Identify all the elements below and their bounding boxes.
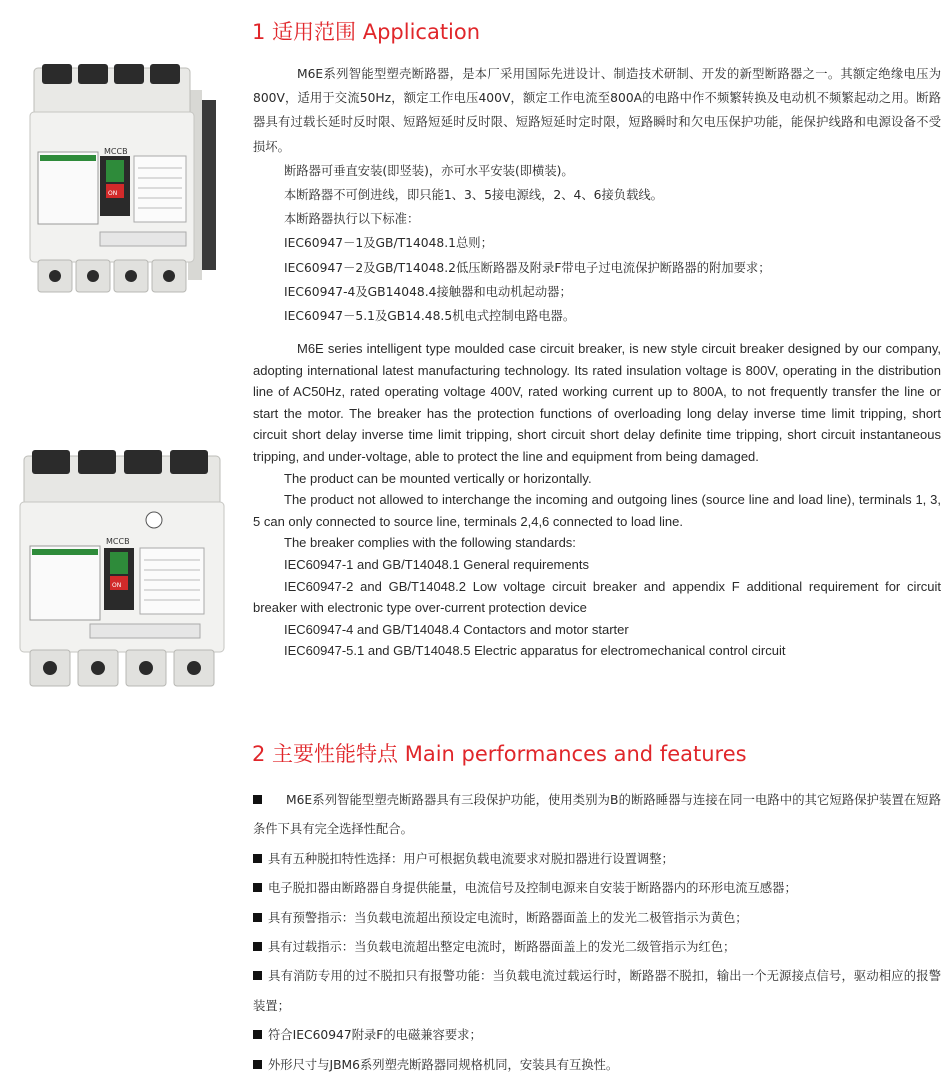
cn-line-wiring: 本断路器不可倒进线，即只能1、3、5接电源线，2、4、6接负载线。: [284, 188, 663, 203]
feature-item: 具有预警指示：当负载电流超出预设定电流时，断路器面盖上的发光二极管指示为黄色；: [253, 904, 941, 933]
square-bullet-icon: [253, 883, 262, 892]
square-bullet-icon: [253, 913, 262, 922]
feature-item: 具有过载指示：当负载电流超出整定电流时，断路器面盖上的发光二级管指示为红色；: [253, 933, 941, 962]
en-standard-3: IEC60947-4 and GB/T14048.4 Contactors and motor starter: [284, 621, 629, 637]
switch-on-label-2: ON: [112, 582, 122, 589]
en-intro-paragraph: M6E series intelligent type moulded case circuit breaker, is new style circuit breaker designed by our company, adopting international latest manufacturing technology. Its rated insulation voltage is 800V, operating in the distribution line of AC50Hz, rated operating voltage 400V, rated working current up to 800A, to not frequently transfer the line or start the motor. The breaker has the protection functions of overloading long delay inverse time limit tripping, short circuit short delay inverse time limit tripping, short circuit short delay definite time tripping, short circuit instantaneous tripping, and under-voltage, able to protect the line and equipment from being damaged.: [253, 341, 941, 464]
en-standard-1: IEC60947-1 and GB/T14048.1 General requirements: [284, 556, 589, 572]
square-bullet-icon: [253, 942, 262, 951]
square-bullet-icon: [253, 1030, 262, 1039]
cn-line-standard-1: IEC60947－1及GB/T14048.1总则；: [284, 236, 493, 251]
feature-item: 具有消防专用的过不脱扣只有报警功能：当负载电流过载运行时，断路器不脱扣，输出一个无源接点信号，驱动相应的报警装置；: [253, 969, 941, 1013]
square-bullet-icon: [253, 1060, 262, 1069]
cn-line-standard-2: IEC60947－2及GB/T14048.2低压断路器及附录F带电子过电流保护断路器的附加要求；: [284, 260, 771, 275]
cn-line-mounting: 断路器可垂直安装(即竖装)，亦可水平安装(即横装)。: [284, 163, 574, 178]
switch-on-label-1: ON: [108, 190, 118, 197]
feature-item: 符合IEC60947附录F的电磁兼容要求；: [253, 1021, 941, 1050]
section-1-chinese-text: [253, 62, 941, 328]
cn-line-standard-3: IEC60947-4及GB14048.4接触器和电动机起动器；: [284, 284, 572, 299]
en-standards-intro: The breaker complies with the following standards:: [284, 535, 576, 551]
en-standard-4: IEC60947-5.1 and GB/T14048.5 Electric apparatus for electromechanical control circuit: [284, 643, 786, 659]
section-2-heading: 2 主要性能特点 Main performances and features: [252, 742, 747, 766]
mccb-badge-1: MCCB: [104, 147, 128, 156]
breaker-image-2: [6, 448, 230, 693]
en-standard-2: IEC60947-2 and GB/T14048.2 Low voltage circuit breaker and appendix F additional requirement for circuit breaker with electronic type over-current protection device: [253, 578, 941, 616]
feature-item: M6E系列智能型塑壳断路器具有三段保护功能，使用类别为B的断路睡器与连接在同一电路中的其它短路保护装置在短路条件下具有完全选择性配合。: [253, 793, 941, 837]
section-1-heading: 1 适用范围 Application: [252, 20, 481, 44]
breaker-image-1: [8, 60, 230, 300]
mccb-badge-2: MCCB: [106, 537, 130, 546]
cn-line-standards-intro: 本断路器执行以下标准：: [284, 212, 420, 227]
section-2-features: [253, 786, 941, 1080]
en-mounting-line: The product can be mounted vertically or horizontally.: [284, 470, 592, 486]
section-1-english-text: [253, 338, 941, 662]
feature-item: 外形尺寸与JBM6系列塑壳断路器同规格机同，安装具有互换性。: [253, 1051, 941, 1080]
feature-item: 具有五种脱扣特性选择：用户可根据负载电流要求对脱扣器进行设置调整；: [253, 845, 941, 874]
square-bullet-icon: [253, 971, 262, 980]
en-interchange-paragraph: The product not allowed to interchange the incoming and outgoing lines (source line and load line), terminals 1, 3, 5 can only connected to source line, terminals 2,4,6 connected to load line.: [253, 492, 941, 529]
cn-intro-paragraph: M6E系列智能型塑壳断路器，是本厂采用国际先进设计、制造技术研制、开发的新型断路器之一。其额定绝缘电压为800V，适用于交流50Hz，额定工作电压400V，额定工作电流至800A的电路中作不频繁转换及电动机不频繁起动之用。断路器具有过载长延时反时限、短路短延时反时限、短路短延时定时限，短路瞬时和欠电压保护功能，能保护线路和电源设备不受损坏。: [253, 67, 941, 154]
square-bullet-icon: [253, 854, 262, 863]
cn-line-standard-4: IEC60947－5.1及GB14.48.5机电式控制电路电器。: [284, 309, 576, 324]
feature-item: 电子脱扣器由断路器自身提供能量，电流信号及控制电源来自安装于断路器内的环形电流互感器；: [253, 874, 941, 903]
square-bullet-icon: [253, 795, 262, 804]
